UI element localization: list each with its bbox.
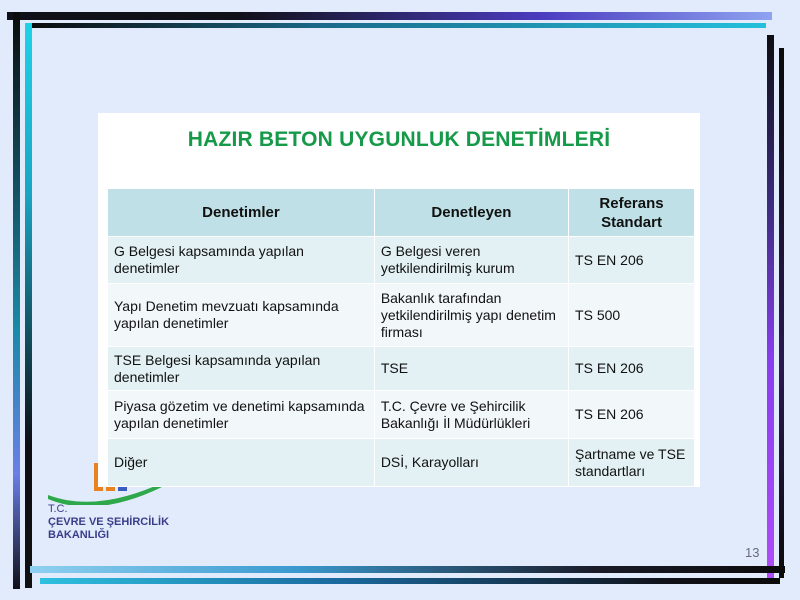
- cell-denetim: Yapı Denetim mevzuatı kapsamında yapılan denetimler: [108, 284, 375, 347]
- cell-denetleyen: Bakanlık tarafından yetkilendirilmiş yapı denetim firması: [374, 284, 568, 347]
- table-header-row: [108, 189, 695, 237]
- header-denetimler: Denetimler: [108, 189, 375, 237]
- frame-bar-top: [7, 12, 772, 20]
- cell-denetim: Diğer: [108, 439, 375, 487]
- table-row: [108, 391, 695, 439]
- cell-denetleyen: G Belgesi veren yetkilendirilmiş kurum: [374, 237, 568, 284]
- cell-standart: TS 500: [569, 284, 695, 347]
- logo-line-2: ÇEVRE VE ŞEHİRCİLİK: [48, 516, 170, 528]
- header-denetleyen: Denetleyen: [374, 189, 568, 237]
- frame-bar-bottom-outer: [40, 578, 780, 584]
- slide-title: HAZIR BETON UYGUNLUK DENETİMLERİ: [187, 128, 611, 151]
- frame-bar-right: [767, 35, 774, 580]
- table-row: [108, 237, 695, 284]
- page-number: 13: [745, 545, 760, 560]
- frame-bar-top-inner: [28, 23, 766, 28]
- table-row: [108, 347, 695, 391]
- cell-standart: TS EN 206: [569, 237, 695, 284]
- cell-standart: Şartname ve TSE standartları: [569, 439, 695, 487]
- frame-bar-left-inner: [25, 23, 32, 588]
- cell-standart: TS EN 206: [569, 347, 695, 391]
- cell-denetleyen: DSİ, Karayolları: [374, 439, 568, 487]
- cell-denetim: G Belgesi kapsamında yapılan denetimler: [108, 237, 375, 284]
- frame-bar-bottom: [30, 566, 785, 573]
- cell-denetleyen: TSE: [374, 347, 568, 391]
- logo-line-1: T.C.: [48, 503, 68, 515]
- logo-line-3: BAKANLIĞI: [48, 529, 110, 541]
- header-referans-standart: Referans Standart: [569, 189, 695, 237]
- cell-denetim: TSE Belgesi kapsamında yapılan denetimler: [108, 347, 375, 391]
- audit-table: [107, 188, 695, 487]
- frame-bar-left: [13, 12, 20, 589]
- cell-standart: TS EN 206: [569, 391, 695, 439]
- cell-denetleyen: T.C. Çevre ve Şehircilik Bakanlığı İl Müdürlükleri: [374, 391, 568, 439]
- cell-denetim: Piyasa gözetim ve denetimi kapsamında yapılan denetimler: [108, 391, 375, 439]
- table-row: [108, 284, 695, 347]
- frame-bar-right-outer: [779, 48, 784, 578]
- table-row: [108, 439, 695, 487]
